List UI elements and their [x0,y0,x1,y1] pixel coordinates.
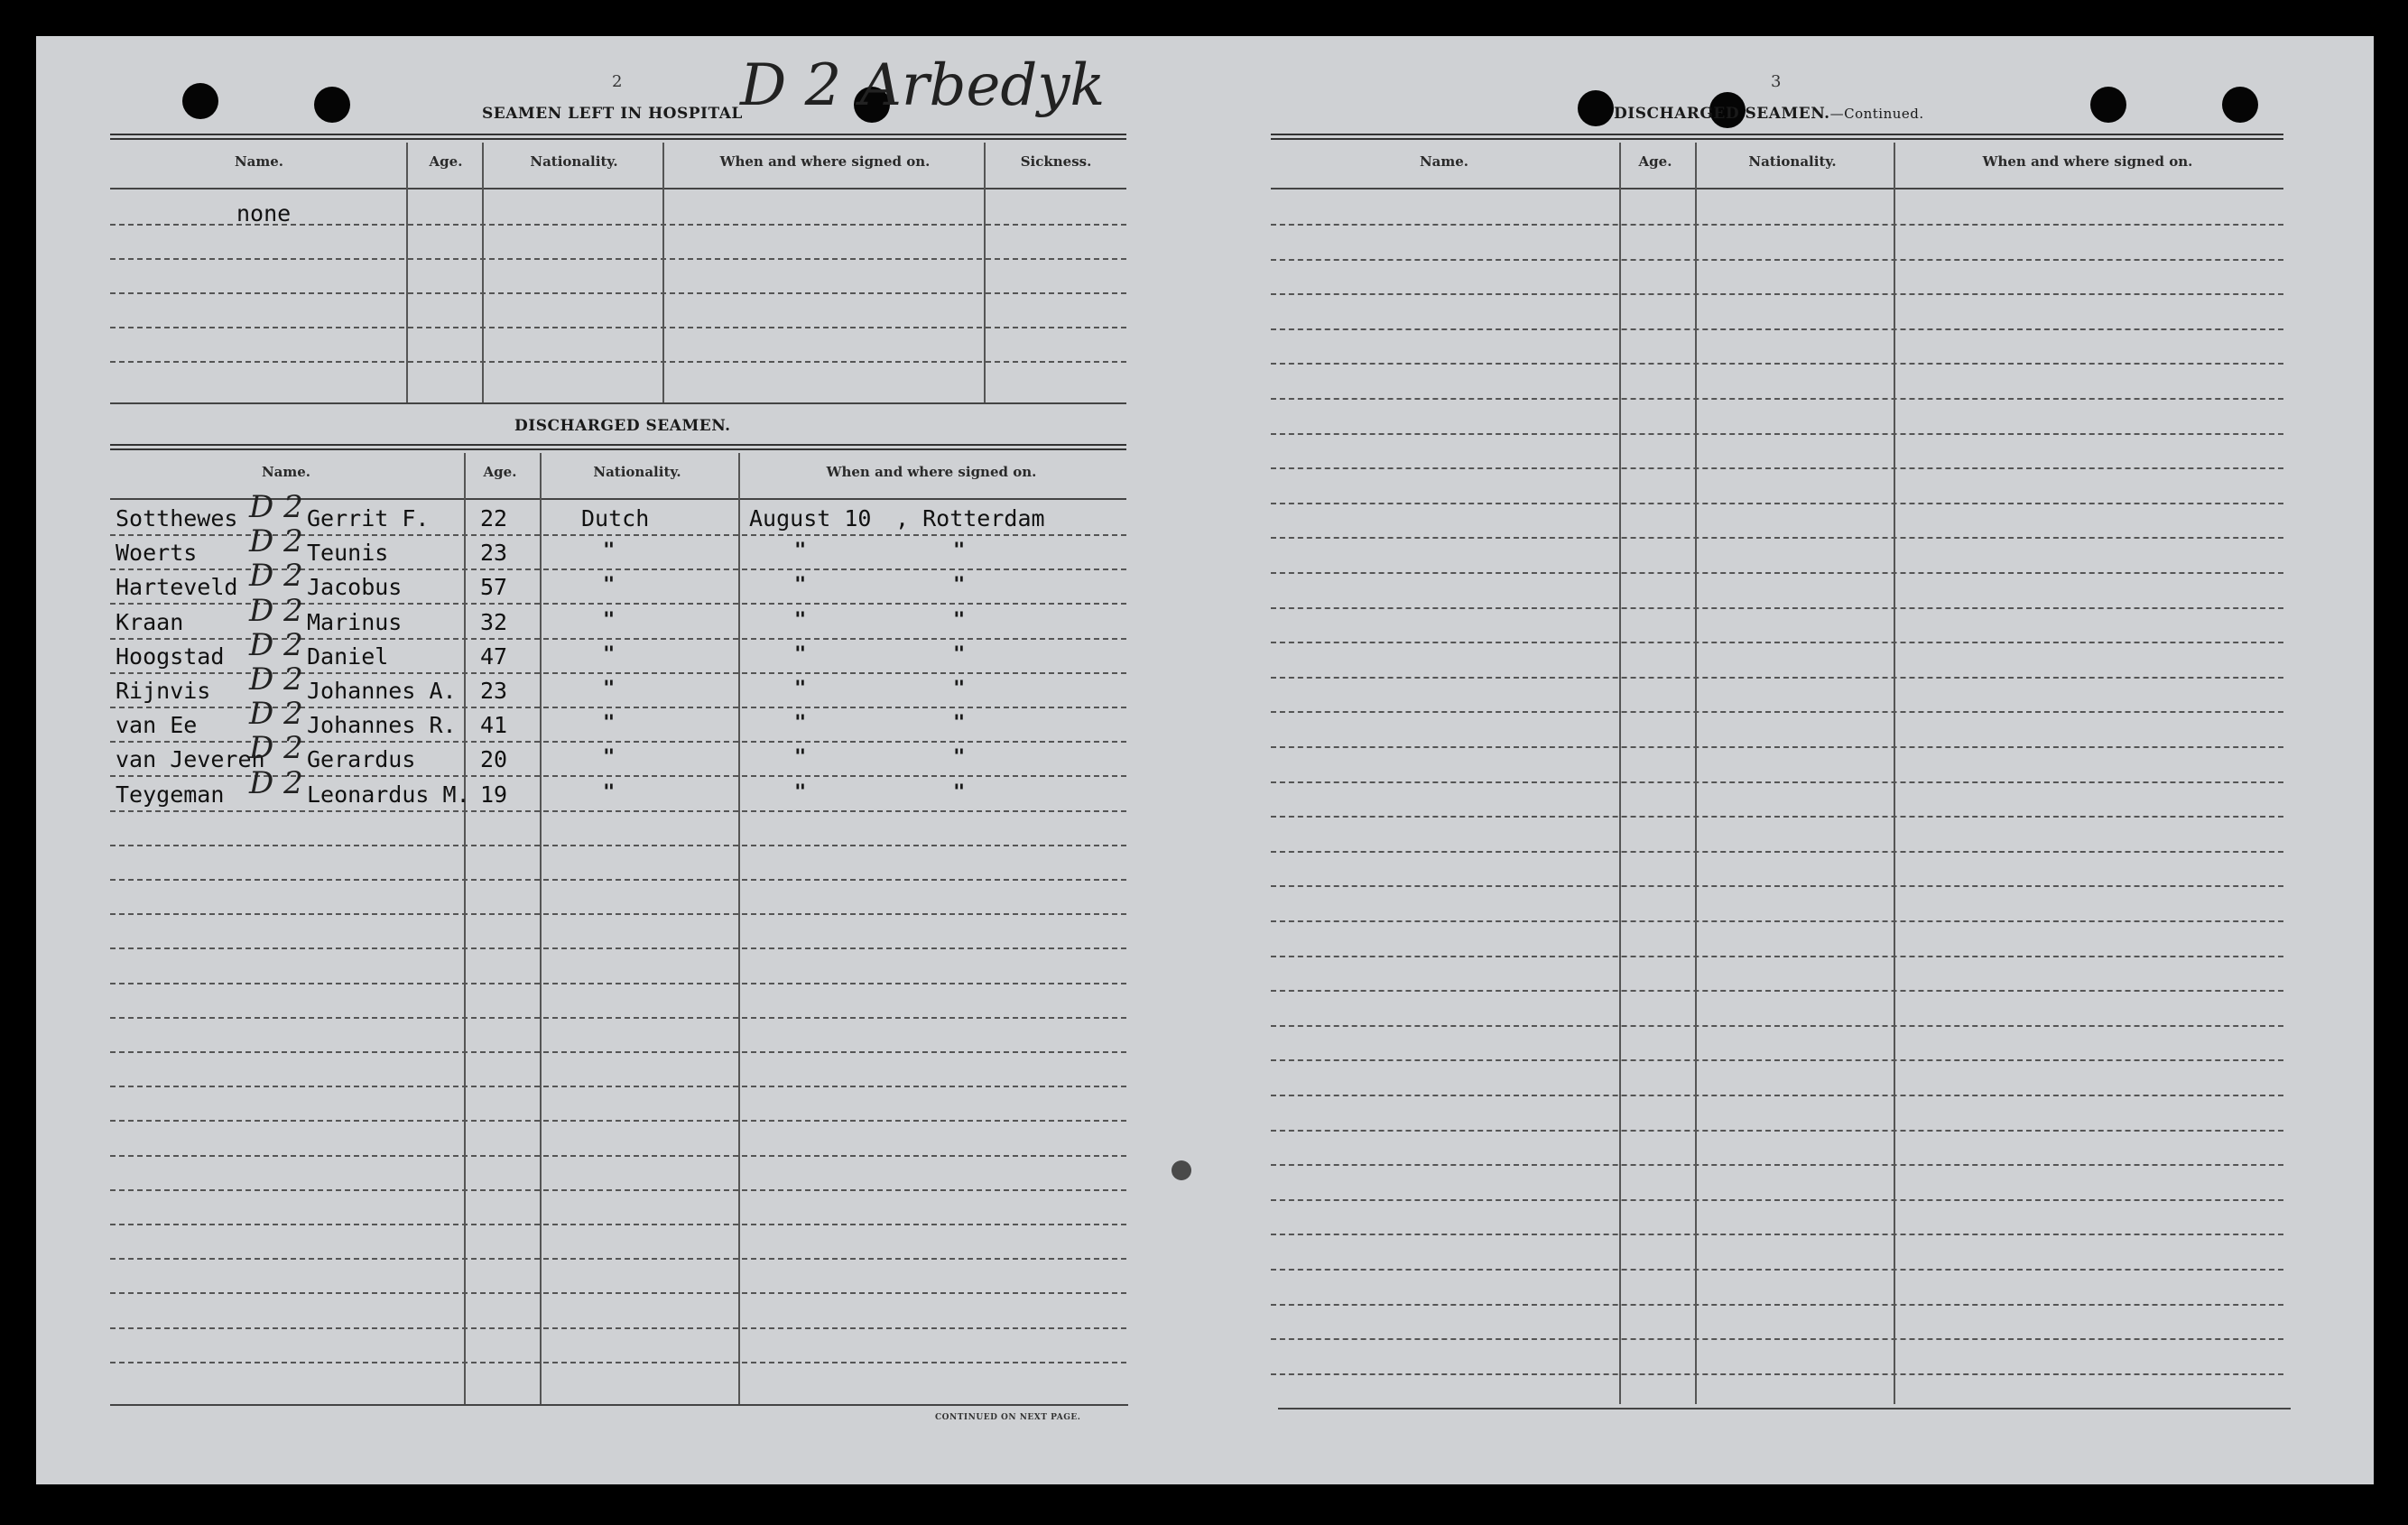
right-col-name: Name. [1419,153,1469,170]
hospital-col-nationality: Nationality. [530,153,618,170]
seaman-age: 47 [480,642,508,670]
ruled-line [110,810,1126,812]
ruled-line [1271,607,2283,609]
seaman-nationality: " [603,540,616,563]
continued-footer: CONTINUED ON NEXT PAGE. [935,1413,1081,1422]
ruled-line [110,1189,1126,1191]
signed-on-date: " [794,574,807,597]
discharged-col-nationality: Nationality. [593,464,681,480]
ruled-line [110,1292,1126,1294]
ruled-line [1271,224,2283,226]
ruled-line [1271,885,2283,887]
ruled-line [1271,711,2283,713]
hospital-col-sickness: Sickness. [1020,153,1092,170]
ruled-line [1271,572,2283,574]
seaman-nationality: " [603,608,616,632]
seaman-given-name: Teunis [307,540,389,567]
punch-hole [314,87,350,123]
signed-on-place: " [953,608,966,632]
pin-mark [1172,1160,1191,1180]
discharged-section-title: DISCHARGED SEAMEN. [514,417,731,435]
handwritten-ship-name: D 2 Arbedyk [740,52,1106,119]
ruled-line [1271,956,2283,957]
ruled-line [1271,328,2283,330]
ruled-line [1271,433,2283,435]
ruled-line [1271,398,2283,400]
ruled-line [1271,1199,2283,1201]
signed-on-place: " [953,746,966,770]
ruled-line [1271,293,2283,295]
ruled-line [1271,1304,2283,1306]
ruled-line [1271,363,2283,365]
seaman-given-name: Jacobus [307,574,403,601]
hospital-col-signed-on: When and where signed on. [719,153,931,170]
punch-hole [182,83,218,119]
signed-on-date: " [794,712,807,735]
seaman-surname: Rijnvis [116,678,211,704]
ruled-line [110,1120,1126,1122]
signed-on-date: " [794,678,807,700]
seaman-surname: van Ee [116,712,198,739]
ruled-line [110,1086,1126,1087]
right-col-divider [1894,143,1895,1404]
discharged-col-name: Name. [261,464,311,480]
right-col-signed-on: When and where signed on. [1982,153,2193,170]
right-col-age: Age. [1638,153,1672,170]
ruled-line [110,1224,1126,1225]
seaman-age: 23 [480,678,508,704]
ruled-line [1271,1164,2283,1166]
ruled-line [1271,259,2283,261]
ruled-line [1271,1338,2283,1340]
page-number-left: 2 [612,72,623,91]
seaman-nationality: " [603,712,616,735]
signed-on-place: " [953,540,966,563]
seaman-surname: Sotthewes [116,505,238,531]
seaman-given-name: Leonardus M. [307,781,470,808]
discharge-mark: D 2 [249,558,303,595]
punch-hole [2090,87,2126,123]
ruled-line [1271,642,2283,643]
right-title-cont: —Continued. [1829,106,1924,122]
discharged-col-divider [738,453,740,1404]
ruled-line [110,1051,1126,1053]
right-col-divider [1695,143,1697,1404]
ruled-line [1271,503,2283,504]
discharge-mark: D 2 [249,592,303,629]
hospital-header-rule [110,188,1126,189]
hospital-col-divider [482,143,484,402]
right-col-nationality: Nationality. [1748,153,1837,170]
discharge-mark: D 2 [249,661,303,698]
seaman-nationality: Dutch [581,505,650,531]
seaman-surname: Kraan [116,608,184,635]
right-title-main: DISCHARGED SEAMEN. [1614,105,1830,123]
seaman-surname: Harteveld [116,574,238,601]
seaman-given-name: Daniel [307,642,389,670]
seaman-nationality: " [603,678,616,700]
seaman-surname: Woerts [116,540,198,567]
discharged-col-signed-on: When and where signed on. [826,464,1037,480]
seaman-age: 22 [480,505,508,531]
ruled-line [110,1258,1126,1260]
seaman-given-name: Johannes R. [307,712,457,739]
ruled-line [110,292,1126,294]
ruled-line [1271,1059,2283,1061]
signed-on-date: " [794,746,807,770]
ruled-line [1271,920,2283,922]
document-sheet [36,36,2374,1484]
discharged-col-age: Age. [483,464,517,480]
seaman-given-name: Johannes A. [307,678,457,704]
right-top-rule [1271,134,2283,140]
ruled-line [1271,781,2283,783]
signed-on-date: August 10 [749,505,872,531]
ruled-line [110,258,1126,260]
ruled-line [1271,467,2283,469]
discharge-mark: D 2 [249,764,303,801]
signed-on-place: , Rotterdam [895,505,1045,531]
seaman-surname: Teygeman [116,781,225,808]
discharge-mark: D 2 [249,696,303,733]
seaman-age: 41 [480,712,508,739]
signed-on-place: " [953,574,966,597]
seaman-nationality: " [603,781,616,804]
discharged-col-divider [464,453,466,1404]
discharge-mark: D 2 [249,626,303,663]
ruled-line [1271,816,2283,818]
right-header-rule [1271,188,2283,189]
seaman-surname: Hoogstad [116,642,225,670]
signed-on-place: " [953,781,966,804]
hospital-section-title: SEAMEN LEFT IN HOSPITAL [482,105,743,123]
ruled-line [110,327,1126,328]
hospital-col-divider [662,143,664,402]
punch-hole [1578,90,1614,126]
seaman-age: 32 [480,608,508,635]
seaman-nationality: " [603,746,616,770]
discharge-mark: D 2 [249,730,303,767]
hospital-bottom-rule [110,402,1126,404]
signed-on-date: " [794,540,807,563]
ruled-line [110,361,1126,363]
ruled-line [1271,677,2283,679]
ruled-line [1271,746,2283,748]
hospital-col-name: Name. [234,153,284,170]
hospital-col-age: Age. [429,153,463,170]
signed-on-place: " [953,678,966,700]
page-number-right: 3 [1771,72,1782,91]
hospital-top-rule [110,134,1126,140]
hospital-col-divider [406,143,408,402]
right-bottom-rule [1278,1408,2291,1409]
ruled-line [1271,1269,2283,1271]
hospital-col-divider [984,143,986,402]
ruled-line [110,1155,1126,1157]
ruled-line [110,1327,1126,1329]
right-col-divider [1619,143,1621,1404]
ruled-line [1271,1095,2283,1096]
hospital-entry-none: none [236,200,292,226]
seaman-given-name: Gerrit F. [307,505,430,531]
ruled-line [110,983,1126,984]
seaman-nationality: " [603,574,616,597]
seaman-age: 19 [480,781,508,808]
seaman-given-name: Gerardus [307,746,416,773]
ruled-line [110,845,1126,846]
ruled-line [1271,990,2283,992]
seaman-nationality: " [603,642,616,666]
ruled-line [1271,1025,2283,1027]
ruled-line [1271,851,2283,853]
ruled-line [1271,1130,2283,1132]
ruled-line [1271,1234,2283,1235]
signed-on-date: " [794,608,807,632]
signed-on-place: " [953,642,966,666]
signed-on-date: " [794,781,807,804]
punch-hole [2222,87,2258,123]
ruled-line [110,1362,1126,1363]
ruled-line [110,879,1126,881]
seaman-age: 23 [480,540,508,567]
signed-on-date: " [794,642,807,666]
discharged-top-rule [110,444,1126,450]
right-section-title [1614,105,1924,123]
discharged-col-divider [540,453,542,1404]
seaman-age: 57 [480,574,508,601]
seaman-age: 20 [480,746,508,773]
seaman-given-name: Marinus [307,608,403,635]
discharged-bottom-rule [110,1404,1128,1406]
ruled-line [110,1017,1126,1019]
ruled-line [110,913,1126,915]
discharge-mark: D 2 [249,489,303,525]
discharge-mark: D 2 [249,523,303,560]
signed-on-place: " [953,712,966,735]
ruled-line [110,947,1126,949]
ruled-line [1271,1373,2283,1375]
seaman-surname: van Jeveren [116,746,265,773]
ruled-line [1271,537,2283,539]
